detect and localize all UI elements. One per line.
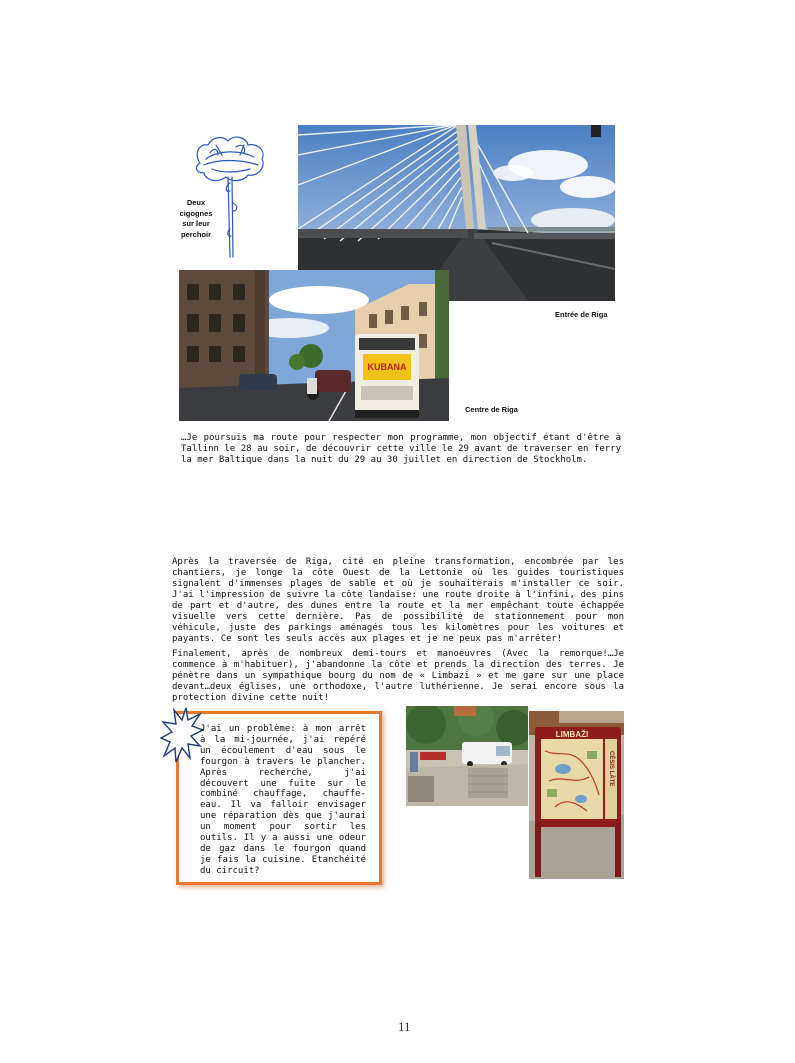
stork-nest-sketch-icon <box>192 133 270 261</box>
stork-caption-line: Deux <box>186 198 206 207</box>
bridge-caption: Entrée de Riga <box>555 310 608 319</box>
page-number: 11 <box>398 1019 411 1034</box>
limbazi-square-photo <box>406 706 528 806</box>
limbazi-sign-side-text: CĒSIS LĀTE <box>608 751 614 787</box>
paragraph-riga-coast: Après la traversée de Riga, cité en pleine transformation, encombrée par les chantiers, je longe la côte Ouest de la Lettonie où les guides touristiques signalent d'immenses plages de sable et où je souhaiterais m'installer ce soir. J'ai l'impression de suivre la côte landaise: une route droite à l'infini, des pins de part et d'autre, des dunes entre la route et la mer empêchant toute échappée visuelle vers cette dernière. Pas de possibilité de stationnement pour mon véhicule, juste des parkings aménagés tous les kilomètres pour les voitures et payants. Ce sont les seuls accès aux plages et je ne peux pas m'arrêter! <box>172 557 624 644</box>
stork-caption-line: sur leur <box>182 219 210 228</box>
intro-paragraph: …Je poursuis ma route pour respecter mon programme, mon objectif étant d'être à Tallinn le 28 au soir, de découvrir cette ville le 29 avant de traverser en ferry la mer Baltique dans la nuit du 29 au 30 juillet en direction de Stockholm. <box>181 433 621 465</box>
stork-caption-line: cigognes <box>179 208 213 218</box>
paragraph-limbazi: Finalement, après de nombreux demi-tours et manoeuvres (Avec la remorque!…Je commence à m'habituer), j'abandonne la côte et prends la direction des terres. Je pénètre dans un sympathique bourg du nom de « Limbazi » et me gare sur une place devant…deux églises, une orthodoxe, l'autre luthérienne. Je serai encore sous la protection divine cette nuit! <box>172 649 624 703</box>
limbazi-sign-text: LIMBAŽI <box>555 730 589 739</box>
street-photo <box>179 270 449 421</box>
bus-sign-text: KUBANA <box>367 362 407 372</box>
stork-illustration <box>192 133 270 261</box>
problem-box-text: J'ai un problème: à mon arrêt à la mi-journée, j'ai repéré un écoulement d'eau sous le fourgon à travers le plancher. Après recherche, j'ai découvert une fuite sur le combiné chauffage, chauffe-eau. Il va falloir envisager une réparation dès que j'aurai un moment pour sortir les outils. Il y a aussi une odeur de gaz dans le fourgon quand je fais la cuisine. Etanchéité du circuit? <box>200 724 366 876</box>
burst-star-icon <box>160 706 204 774</box>
stork-caption-line: perchoir <box>180 229 211 239</box>
stork-caption <box>168 198 224 240</box>
street-caption: Centre de Riga <box>465 405 518 414</box>
limbazi-sign-photo <box>529 711 624 879</box>
